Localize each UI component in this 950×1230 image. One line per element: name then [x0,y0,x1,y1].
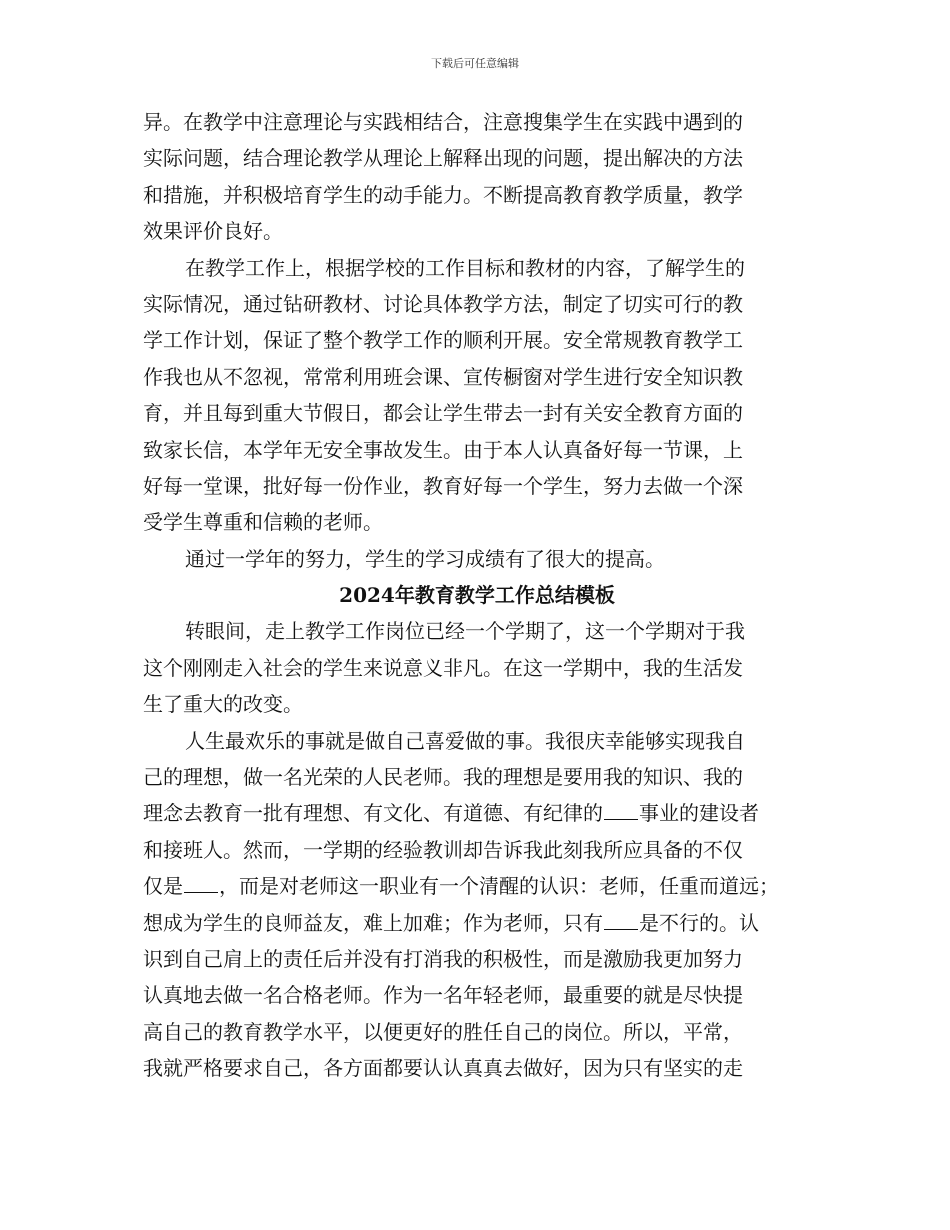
text-line: 实际问题，结合理论教学从理论上解释出现的问题，提出解决的方法 [143,146,743,171]
text-line: 育，并且每到重大节假日，都会让学生带去一封有关安全教育方面的 [143,401,743,426]
text-line: 识到自己肩上的责任后并没有打消我的积极性，而是激励我更加努力 [143,946,743,971]
text-line [143,868,811,904]
text-segment: 理念去教育一批有理想、有文化、有道德、有纪律的 [143,801,603,826]
page-header: 下载后可任意编辑 [431,57,519,70]
document-body [143,104,811,1087]
blank-underline [604,801,638,820]
text-line: 实际情况，通过钻研教材、讨论具体教学方法，制定了切实可行的教 [143,291,743,316]
text-segment: 事业的建设者 [639,801,759,826]
text-line [143,905,811,941]
text-segment: 想成为学生的良师益友，难上加难；作为老师，只有 [143,910,603,935]
text-line: 高自己的教育教学水平，以便更好的胜任自己的岗位。所以，平常， [143,1019,743,1044]
text-segment: 是不行的。认 [639,910,759,935]
text-line: 己的理想，做一名光荣的人民老师。我的理想是要用我的知识、我的 [143,765,743,790]
blank-underline [184,874,218,893]
text-line: 效果评价良好。 [143,219,283,244]
text-line: 受学生尊重和信赖的老师。 [143,510,383,535]
text-line [143,795,811,831]
text-line: 和接班人。然而，一学期的经验教训却告诉我此刻我所应具备的不仅 [143,837,743,862]
text-line: 生了重大的改变。 [143,692,303,717]
text-line: 人生最欢乐的事就是做自己喜爱做的事。我很庆幸能够实现我自 [185,728,745,753]
blank-underline [604,911,638,930]
text-line: 转眼间，走上教学工作岗位已经一个学期了，这一个学期对于我 [185,619,745,644]
text-line: 这个刚刚走入社会的学生来说意义非凡。在这一学期中，我的生活发 [143,655,743,680]
text-line: 学工作计划，保证了整个教学工作的顺利开展。安全常规教育教学工 [143,328,743,353]
text-line: 异。在教学中注意理论与实践相结合，注意搜集学生在实践中遇到的 [143,110,743,134]
text-line: 认真地去做一名合格老师。作为一名年轻老师，最重要的就是尽快提 [143,983,743,1008]
text-line: 和措施，并积极培育学生的动手能力。不断提高教育教学质量，教学 [143,182,743,207]
text-line: 在教学工作上，根据学校的工作目标和教材的内容，了解学生的 [185,255,745,280]
text-line: 我就严格要求自己，各方面都要认认真真去做好，因为只有坚实的走 [143,1056,743,1081]
text-line: 作我也从不忽视，常常利用班会课、宣传橱窗对学生进行安全知识教 [143,364,743,389]
text-segment: ，而是对老师这一职业有一个清醒的认识：老师，任重而道远； [219,874,779,899]
text-line: 致家长信，本学年无安全事故发生。由于本人认真备好每一节课，上 [143,437,743,462]
text-line: 通过一学年的努力，学生的学习成绩有了很大的提高。 [185,546,665,571]
text-segment: 仅是 [143,874,183,899]
section-title: 2024年教育教学工作总结模板 [339,583,615,608]
text-line: 好每一堂课，批好每一份作业，教育好每一个学生，努力去做一个深 [143,473,743,498]
